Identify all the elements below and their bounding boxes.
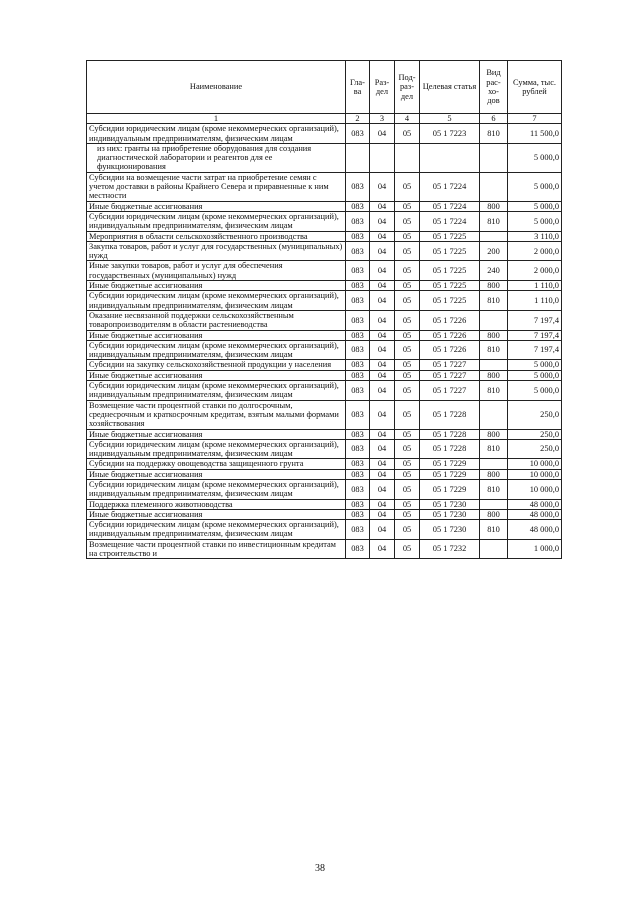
expense-type-cell: 200 [480,241,508,261]
chapter-cell: 083 [346,172,370,201]
chapter-cell: 083 [346,499,370,509]
row-name-cell: Иные бюджетные ассигнования [87,330,346,340]
target-article-cell: 05 1 7225 [420,241,480,261]
header-target-article: Целевая статья [420,61,480,114]
section-cell: 04 [370,231,395,241]
row-name-cell: Закупка товаров, работ и услуг для государственных (муниципальных) нужд [87,241,346,261]
section-cell: 04 [370,310,395,330]
target-article-cell: 05 1 7229 [420,469,480,479]
row-name-cell: Субсидии на поддержку овощеводства защищенного грунта [87,459,346,469]
subsection-cell: 05 [395,381,420,401]
row-name-cell: Иные закупки товаров, работ и услуг для обеспечения государственных (муниципальных) нужд [87,261,346,281]
section-cell: 04 [370,241,395,261]
row-name-cell: Иные бюджетные ассигнования [87,201,346,211]
section-cell: 04 [370,520,395,540]
expense-type-cell: 810 [480,291,508,311]
subsection-cell: 05 [395,479,420,499]
subsection-cell: 05 [395,340,420,360]
table-row [87,211,562,231]
expense-type-cell: 240 [480,261,508,281]
table-row [87,143,562,172]
row-name-cell: Иные бюджетные ассигнования [87,509,346,519]
chapter-cell: 083 [346,400,370,429]
subsection-cell: 05 [395,360,420,370]
chapter-cell: 083 [346,330,370,340]
section-cell: 04 [370,381,395,401]
expense-type-cell: 810 [480,340,508,360]
chapter-cell: 083 [346,360,370,370]
subsection-cell: 05 [395,310,420,330]
row-name-cell: Субсидии юридическим лицам (кроме некоммерческих организаций), индивидуальным предпринимателям, физическим лицам [87,439,346,459]
amount-cell: 5 000,0 [508,172,562,201]
column-number: 3 [370,114,395,124]
chapter-cell: 083 [346,539,370,559]
target-article-cell: 05 1 7227 [420,360,480,370]
subsection-cell: 05 [395,201,420,211]
chapter-cell: 083 [346,479,370,499]
expense-type-cell: 800 [480,469,508,479]
row-name-cell: Субсидии юридическим лицам (кроме некоммерческих организаций), индивидуальным предпринимателям, физическим лицам [87,124,346,144]
section-cell: 04 [370,429,395,439]
header-section: Раз- дел [370,61,395,114]
subsection-cell: 05 [395,499,420,509]
subsection-cell: 05 [395,439,420,459]
table-row [87,429,562,439]
section-cell: 04 [370,539,395,559]
section-cell: 04 [370,400,395,429]
section-cell: 04 [370,340,395,360]
target-article-cell: 05 1 7225 [420,231,480,241]
chapter-cell: 083 [346,124,370,144]
chapter-cell: 083 [346,310,370,330]
header-expense-type: Вид рас- хо- дов [480,61,508,114]
section-cell: 04 [370,281,395,291]
column-number: 5 [420,114,480,124]
subsection-cell: 05 [395,291,420,311]
table-row [87,479,562,499]
row-name-cell: Возмещение части процентной ставки по инвестиционным кредитам на строительство и [87,539,346,559]
subsection-cell: 05 [395,469,420,479]
section-cell [370,143,395,172]
expense-type-cell: 810 [480,124,508,144]
section-cell: 04 [370,124,395,144]
section-cell: 04 [370,211,395,231]
amount-cell: 250,0 [508,439,562,459]
amount-cell: 7 197,4 [508,330,562,340]
amount-cell: 5 000,0 [508,360,562,370]
target-article-cell: 05 1 7223 [420,124,480,144]
table-row [87,539,562,559]
table-row [87,400,562,429]
amount-cell: 5 000,0 [508,201,562,211]
amount-cell: 1 110,0 [508,281,562,291]
chapter-cell: 083 [346,211,370,231]
amount-cell: 5 000,0 [508,381,562,401]
expense-type-cell: 810 [480,211,508,231]
subsection-cell: 05 [395,261,420,281]
amount-cell: 48 000,0 [508,520,562,540]
expense-type-cell: 800 [480,281,508,291]
row-name-cell: Субсидии юридическим лицам (кроме некоммерческих организаций), индивидуальным предпринимателям, физическим лицам [87,291,346,311]
subsection-cell: 05 [395,459,420,469]
row-name-cell: из них: гранты на приобретение оборудования для создания диагностической лаборатории и реагентов для ее функционирования [87,143,346,172]
section-cell: 04 [370,360,395,370]
target-article-cell: 05 1 7225 [420,281,480,291]
amount-cell: 1 110,0 [508,291,562,311]
table-row [87,381,562,401]
chapter-cell: 083 [346,520,370,540]
expense-type-cell: 810 [480,479,508,499]
expense-type-cell: 800 [480,330,508,340]
table-row [87,509,562,519]
table-row [87,124,562,144]
target-article-cell: 05 1 7226 [420,340,480,360]
row-name-cell: Субсидии на возмещение части затрат на приобретение семян с учетом доставки в районы Крайнего Севера и приравненные к ним местности [87,172,346,201]
expense-type-cell: 800 [480,509,508,519]
expense-type-cell [480,539,508,559]
subsection-cell: 05 [395,539,420,559]
budget-table [86,60,562,559]
header-name: Наименование [87,61,346,114]
target-article-cell: 05 1 7232 [420,539,480,559]
table-row [87,172,562,201]
target-article-cell: 05 1 7226 [420,310,480,330]
section-cell: 04 [370,499,395,509]
target-article-cell: 05 1 7224 [420,211,480,231]
row-name-cell: Возмещение части процентной ставки по долгосрочным, среднесрочным и краткосрочным кредитам, взятым малыми формами хозяйствования [87,400,346,429]
table-row [87,459,562,469]
target-article-cell [420,143,480,172]
chapter-cell: 083 [346,370,370,380]
chapter-cell: 083 [346,340,370,360]
header-amount: Сумма, тыс. рублей [508,61,562,114]
row-name-cell: Иные бюджетные ассигнования [87,469,346,479]
expense-type-cell: 800 [480,429,508,439]
subsection-cell: 05 [395,231,420,241]
table-row [87,469,562,479]
chapter-cell: 083 [346,439,370,459]
chapter-cell: 083 [346,459,370,469]
target-article-cell: 05 1 7226 [420,330,480,340]
subsection-cell: 05 [395,281,420,291]
expense-type-cell [480,310,508,330]
table-row [87,340,562,360]
target-article-cell: 05 1 7230 [420,520,480,540]
table-row [87,439,562,459]
amount-cell: 250,0 [508,400,562,429]
section-cell: 04 [370,459,395,469]
target-article-cell: 05 1 7225 [420,291,480,311]
chapter-cell: 083 [346,231,370,241]
chapter-cell: 083 [346,469,370,479]
table-row [87,330,562,340]
section-cell: 04 [370,509,395,519]
column-number: 2 [346,114,370,124]
expense-type-cell: 800 [480,370,508,380]
chapter-cell [346,143,370,172]
target-article-cell: 05 1 7228 [420,429,480,439]
table-row [87,520,562,540]
target-article-cell: 05 1 7229 [420,459,480,469]
amount-cell: 2 000,0 [508,261,562,281]
amount-cell: 10 000,0 [508,479,562,499]
amount-cell: 48 000,0 [508,499,562,509]
target-article-cell: 05 1 7224 [420,201,480,211]
chapter-cell: 083 [346,281,370,291]
row-name-cell: Иные бюджетные ассигнования [87,281,346,291]
amount-cell: 250,0 [508,429,562,439]
amount-cell: 7 197,4 [508,310,562,330]
column-number: 1 [87,114,346,124]
section-cell: 04 [370,330,395,340]
column-number: 4 [395,114,420,124]
expense-type-cell: 810 [480,381,508,401]
row-name-cell: Иные бюджетные ассигнования [87,429,346,439]
chapter-cell: 083 [346,241,370,261]
table-row [87,360,562,370]
expense-type-cell: 810 [480,439,508,459]
amount-cell: 7 197,4 [508,340,562,360]
chapter-cell: 083 [346,381,370,401]
amount-cell: 10 000,0 [508,459,562,469]
amount-cell: 1 000,0 [508,539,562,559]
amount-cell: 2 000,0 [508,241,562,261]
section-cell: 04 [370,261,395,281]
chapter-cell: 083 [346,201,370,211]
target-article-cell: 05 1 7230 [420,509,480,519]
section-cell: 04 [370,370,395,380]
header-subsection: Под- раз- дел [395,61,420,114]
target-article-cell: 05 1 7228 [420,400,480,429]
row-name-cell: Субсидии юридическим лицам (кроме некоммерческих организаций), индивидуальным предпринимателям, физическим лицам [87,520,346,540]
table-body [87,124,562,559]
expense-type-cell [480,172,508,201]
column-number: 7 [508,114,562,124]
table-row [87,370,562,380]
subsection-cell: 05 [395,400,420,429]
table-row [87,261,562,281]
target-article-cell: 05 1 7224 [420,172,480,201]
expense-type-cell [480,459,508,469]
row-name-cell: Иные бюджетные ассигнования [87,370,346,380]
subsection-cell: 05 [395,509,420,519]
table-row [87,499,562,509]
table-row [87,310,562,330]
table-row [87,291,562,311]
target-article-cell: 05 1 7225 [420,261,480,281]
amount-cell: 10 000,0 [508,469,562,479]
subsection-cell: 05 [395,370,420,380]
amount-cell: 48 000,0 [508,509,562,519]
amount-cell: 11 500,0 [508,124,562,144]
expense-type-cell: 810 [480,520,508,540]
amount-cell: 5 000,0 [508,211,562,231]
subsection-cell: 05 [395,241,420,261]
row-name-cell: Мероприятия в области сельскохозяйственного производства [87,231,346,241]
table-row [87,241,562,261]
row-name-cell: Оказание несвязанной поддержки сельскохозяйственным товаропроизводителям в области растениеводства [87,310,346,330]
amount-cell: 5 000,0 [508,370,562,380]
row-name-cell: Субсидии юридическим лицам (кроме некоммерческих организаций), индивидуальным предпринимателям, физическим лицам [87,479,346,499]
page-number: 38 [315,863,325,874]
row-name-cell: Субсидии юридическим лицам (кроме некоммерческих организаций), индивидуальным предпринимателям, физическим лицам [87,381,346,401]
chapter-cell: 083 [346,509,370,519]
amount-cell: 3 110,0 [508,231,562,241]
target-article-cell: 05 1 7229 [420,479,480,499]
expense-type-cell: 800 [480,201,508,211]
section-cell: 04 [370,201,395,211]
chapter-cell: 083 [346,261,370,281]
section-cell: 04 [370,172,395,201]
table-row [87,231,562,241]
subsection-cell: 05 [395,330,420,340]
subsection-cell: 05 [395,124,420,144]
header-row [87,61,562,114]
section-cell: 04 [370,469,395,479]
subsection-cell: 05 [395,172,420,201]
section-cell: 04 [370,291,395,311]
subsection-cell: 05 [395,211,420,231]
row-name-cell: Поддержка племенного животноводства [87,499,346,509]
target-article-cell: 05 1 7230 [420,499,480,509]
section-cell: 04 [370,439,395,459]
subsection-cell: 05 [395,520,420,540]
target-article-cell: 05 1 7227 [420,370,480,380]
row-name-cell: Субсидии на закупку сельскохозяйственной продукции у населения [87,360,346,370]
chapter-cell: 083 [346,429,370,439]
section-cell: 04 [370,479,395,499]
expense-type-cell [480,400,508,429]
row-name-cell: Субсидии юридическим лицам (кроме некоммерческих организаций), индивидуальным предпринимателям, физическим лицам [87,340,346,360]
expense-type-cell [480,143,508,172]
target-article-cell: 05 1 7227 [420,381,480,401]
row-name-cell: Субсидии юридическим лицам (кроме некоммерческих организаций), индивидуальным предпринимателям, физическим лицам [87,211,346,231]
column-number-row [87,114,562,124]
target-article-cell: 05 1 7228 [420,439,480,459]
expense-type-cell [480,499,508,509]
expense-type-cell [480,231,508,241]
amount-cell: 5 000,0 [508,143,562,172]
expense-type-cell [480,360,508,370]
subsection-cell: 05 [395,429,420,439]
chapter-cell: 083 [346,291,370,311]
table-row [87,281,562,291]
column-number: 6 [480,114,508,124]
subsection-cell [395,143,420,172]
table-row [87,201,562,211]
header-chapter: Гла- ва [346,61,370,114]
